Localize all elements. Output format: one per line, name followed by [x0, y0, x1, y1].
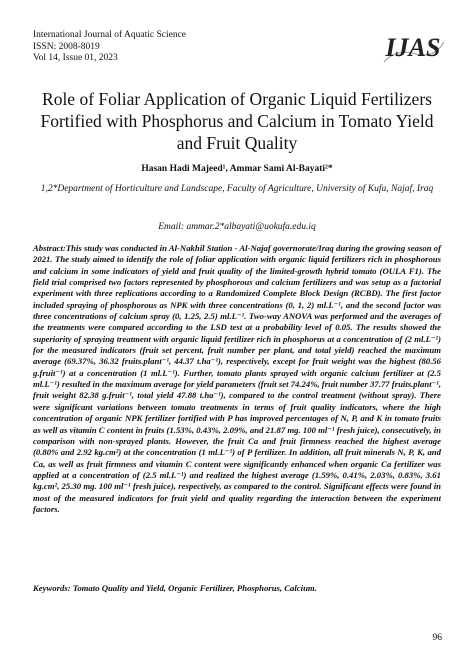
paper-title: Role of Foliar Application of Organic Liquid Fertilizers Fortified with Phosphorus and Calcium in Tomato Yield and Fruit Quality — [40, 89, 434, 153]
paper-authors: Hasan Hadi Majeed¹, Ammar Sami Al-Bayati²* — [141, 164, 333, 174]
journal-issn: ISSN: 2008-8019 — [33, 41, 100, 52]
keywords-line: Keywords: Tomato Quality and Yield, Organic Fertilizer, Phosphorus, Calcium. — [33, 583, 317, 593]
page-number: 96 — [432, 633, 442, 643]
journal-volume: Vol 14, Issue 01, 2023 — [33, 53, 118, 63]
author-affiliation: 1,2*Department of Horticulture and Landscape, Faculty of Agriculture, University of Kufa, Najaf, Iraq — [40, 184, 434, 194]
journal-name: International Journal of Aquatic Science — [33, 30, 187, 40]
journal-logo — [376, 28, 450, 70]
journal-header — [33, 30, 186, 65]
logo-text: IJAS — [385, 33, 441, 62]
abstract-text: Abstract:This study was conducted in Al-Nakhil Station - Al-Najaf governorate/Iraq during the growing season of 2021. The study aimed to identify the role of foliar application with organic liquid fertilizers rich in phosphorous and calcium in some indicators of yield and fruit quality of the limited-growth hybrid tomato (OULA F1). The field trial comprised two factors represented by phosphorous and calcium fertilizers and was setup as a factorial experiment with three replications according to a Randomized Complete Block Design (RCBD). The first factor included spraying of phosphorous as NPK with three concentrations (0, 1, 2) ml.L⁻¹, and the second factor was three concentrations of calcium spray (0, 1.25, 2.5) ml.L⁻¹. Two-way ANOVA was performed and the averages of the treatments were compared according to the LSD test at a probability level of 0.05. The results showed the superiority of spraying treatment with organic liquid fertilizer rich in phosphorus at a concentration of (2 ml.L⁻¹) for the measured indicators (fruit set percent, fruit number per plant, and total yield) reached the maximum average (69.37%, 36.32 fruits.plant⁻¹, 44.37 t.ha⁻¹), respectively, except for fruit weight was the highest (80.56 g.fruit⁻¹) at a concentration (1 ml.L⁻¹). Further, tomato plants sprayed with organic calcium fertilizer at (2.5 ml.L⁻¹) resulted in the maximum average for yield parameters (fruit set 74.24%, fruit number 37.77 fruits.plant⁻¹, fruit weight 82.38 g.fruit⁻¹, total yield 47.88 t.ha⁻¹), compared to the control treatment (without spray). There were significant variations between tomato treatments in terms of fruit quality indicators, where the high concentration of organic NPK fertilizer fortified with P has improved percentages of N, P, and K in tomato fruits as well as vitamin C content in fruits (1.53%, 0.43%, 2.09%, and 21.87 mg. 100 ml⁻¹ fresh juice), consecutively, in comparison with non-sprayed plants. However, the fruit Ca and fruit firmness reached the highest average (0.80% and 2.92 kg.cm²) at the concentration (1 ml.L⁻¹) of P fertilizer. In addition, all fruit minerals N, P, K, and Ca, as well as fruit firmness and vitamin C content were significantly enhanced when organic Ca fertilizer was applied at a concentration of (2.5 ml.L⁻¹) and realized the highest average (1.59%, 0.41%, 2.03%, 0.83%, 3.61 kg.cm², 25.30 mg. 100 ml⁻¹ fresh juice), respectively, as compared to the control. Significant effects were found in most of the measured indicators for fruit yield and quality regarding the interaction between the experiment factors. — [33, 243, 441, 514]
corresponding-email: Email: ammar.2*albayati@uokufa.edu.iq — [158, 222, 316, 232]
